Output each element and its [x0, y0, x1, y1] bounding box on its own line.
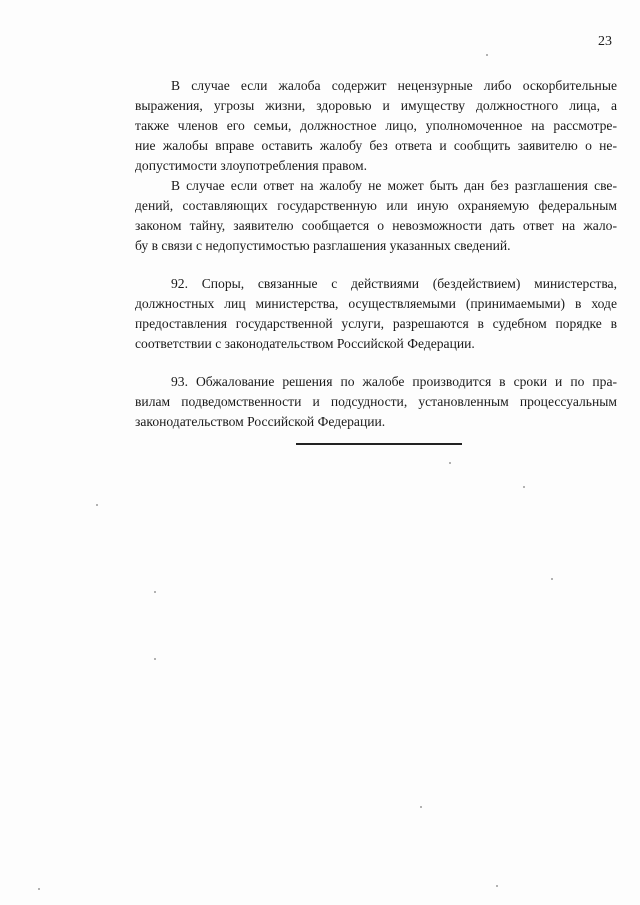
paragraph-line: законом тайну, заявителю сообщается о невозможности дать ответ на жало- — [135, 218, 617, 233]
paragraph-item-92 — [135, 274, 617, 354]
scan-speck — [523, 486, 525, 488]
page-number: 23 — [598, 34, 612, 49]
paragraph-line: В случае если ответ на жалобу не может быть дан без разглашения све- — [171, 178, 617, 193]
paragraph-line: 92. Споры, связанные с действиями (бездействием) министерства, — [171, 276, 617, 291]
paragraph-line: дений, составляющих государственную или иную охраняемую федеральным — [135, 198, 617, 213]
scan-speck — [154, 658, 156, 660]
paragraph-line: допустимости злоупотребления правом. — [135, 158, 368, 173]
paragraph-line: соответствии с законодательством Российской Федерации. — [135, 336, 475, 351]
paragraph-item-93 — [135, 372, 617, 432]
paragraph-spacer — [135, 256, 617, 274]
paragraph-line: ние жалобы вправе оставить жалобу без ответа и сообщить заявителю о не- — [135, 138, 617, 153]
scan-speck — [154, 591, 156, 593]
document-body — [135, 76, 617, 432]
paragraph-state-secret — [135, 176, 617, 256]
paragraph-line: предоставления государственной услуги, разрешаются в судебном порядке в — [135, 316, 617, 331]
paragraph-spacer — [135, 354, 617, 372]
paragraph-line: В случае если жалоба содержит нецензурные либо оскорбительные — [171, 78, 617, 93]
scan-speck — [449, 462, 451, 464]
paragraph-line: выражения, угрозы жизни, здоровью и имуществу должностного лица, а — [135, 98, 617, 113]
paragraph-line: также членов его семьи, должностное лицо, уполномоченное на рассмотре- — [135, 118, 617, 133]
paragraph-line: вилам подведомственности и подсудности, установленным процессуальным — [135, 394, 617, 409]
paragraph-line: бу в связи с недопустимостью разглашения указанных сведений. — [135, 238, 511, 253]
scan-speck — [96, 504, 98, 506]
scan-speck — [496, 885, 498, 887]
paragraph-line: 93. Обжалование решения по жалобе производится в сроки и по пра- — [171, 374, 617, 389]
paragraph-line: должностных лиц министерства, осуществляемыми (принимаемыми) в ходе — [135, 296, 617, 311]
scan-speck — [38, 888, 40, 890]
end-of-document-rule — [296, 443, 462, 445]
paragraph-line: законодательством Российской Федерации. — [135, 414, 386, 429]
scan-speck — [486, 54, 488, 56]
scan-speck — [551, 578, 553, 580]
paragraph-obscene-complaint — [135, 76, 617, 176]
scan-speck — [420, 806, 422, 808]
